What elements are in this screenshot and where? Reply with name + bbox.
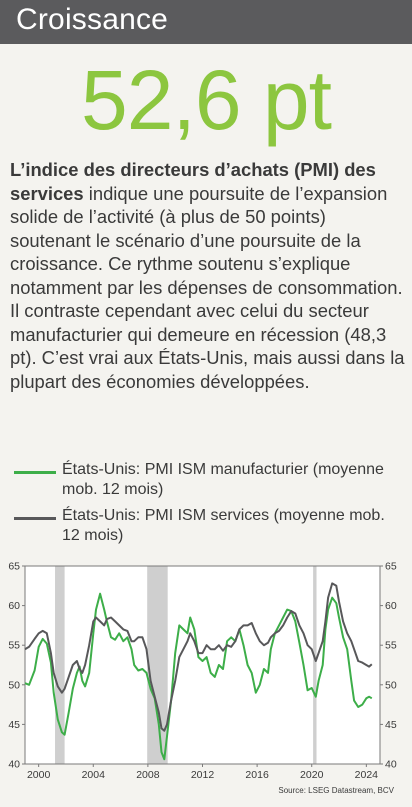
y-tick-label-left: 55 [8,639,20,652]
y-tick-label-left: 65 [8,560,20,573]
y-tick-label-right: 60 [385,600,397,613]
y-tick-label-left: 40 [8,758,20,771]
x-tick-label: 2000 [26,769,51,781]
x-tick-label: 2024 [354,769,379,781]
x-tick-label: 2016 [245,769,269,781]
recession-band [313,566,316,764]
body-text: indique une poursuite de l’expansion solide de l’activité (à plus de 50 points) soutenant le scénario d’une poursuite de la croissance. Ce rythme soutenu s’explique notamment par les dépenses de consommation. Il contraste cependant avec celui du secteur manufacturier qui demeure en récession (48,3 pt). C’est vrai aux États-Unis, mais aussi dans la plupart des économies développées. [10,182,405,392]
y-tick-label-right: 55 [385,639,397,652]
recession-band [147,566,167,764]
x-tick-label: 2012 [190,769,215,781]
pmi-line-chart [0,556,412,786]
y-tick-label-right: 50 [385,679,397,692]
legend-label-manufacturing: États-Unis: PMI ISM manufacturier (moyenne mob. 12 mois) [62,461,384,498]
legend-item-manufacturing [14,460,404,506]
source-note: Source: LSEG Datastream, BCV [278,786,394,795]
legend-label-services: États-Unis: PMI ISM services (moyenne mob. 12 mois) [62,507,385,544]
y-tick-label-right: 45 [385,718,397,731]
x-tick-label: 2020 [300,769,324,781]
y-tick-label-left: 45 [8,718,20,731]
headline-value: 52,6 pt [81,53,331,147]
y-tick-label-right: 65 [385,560,397,573]
y-tick-label-left: 50 [8,679,20,692]
x-tick-label: 2004 [81,769,105,781]
y-tick-label-left: 60 [8,600,20,613]
body-lead: L’indice des directeurs d’achats (PMI) des services [10,159,376,204]
x-tick-label: 2008 [136,769,160,781]
y-tick-label-right: 40 [385,758,397,771]
header-bar [0,0,412,44]
body-paragraph [10,158,406,393]
section-title: Croissance [16,3,169,36]
legend-swatch-services [14,517,56,520]
legend-swatch-manufacturing [14,471,56,474]
legend [14,460,404,552]
legend-item-services [14,506,404,552]
